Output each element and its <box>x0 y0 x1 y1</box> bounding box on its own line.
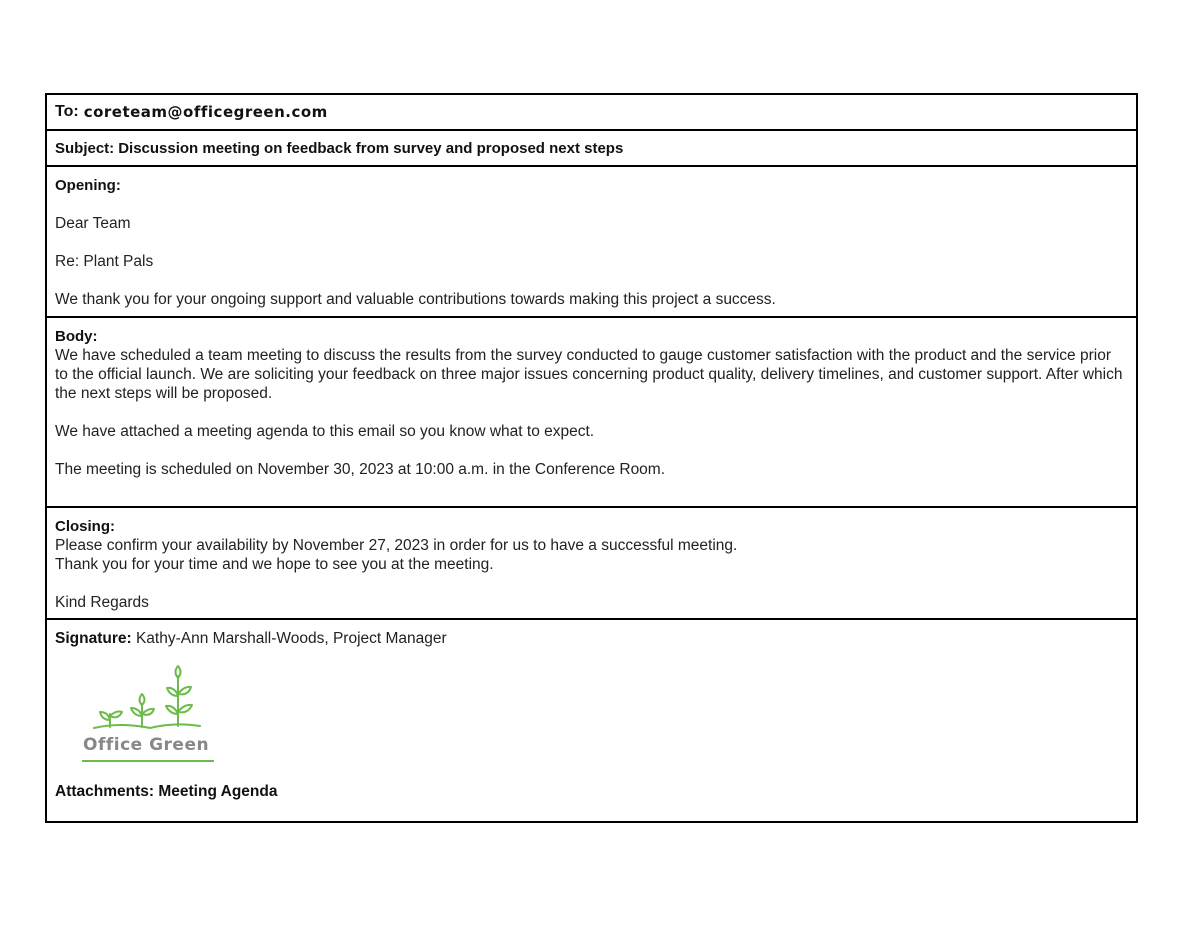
attachments-label: Attachments: <box>55 783 155 800</box>
sprouting-plants-icon <box>94 666 200 728</box>
opening-section <box>47 167 1136 318</box>
closing-label: Closing: <box>55 518 115 535</box>
closing-line: Please confirm your availability by November 27, 2023 in order for us to have a successful meeting. <box>55 537 738 554</box>
logo-text: Office Green <box>83 735 210 755</box>
body-paragraph: We have scheduled a team meeting to discuss the results from the survey conducted to gauge customer satisfaction with the product and the service prior to the official launch. We are soliciting your feedback on three major issues concerning product quality, delivery timelines, and customer support. After which the next steps will be proposed. <box>55 347 1123 402</box>
subject-label: Subject: <box>55 139 115 157</box>
sign-off: Kind Regards <box>55 594 149 611</box>
office-green-logo <box>80 664 220 766</box>
signature-label: Signature: <box>55 630 132 647</box>
closing-line: Thank you for your time and we hope to see you at the meeting. <box>55 556 494 573</box>
to-address[interactable]: coreteam@officegreen.com <box>83 103 328 121</box>
closing-section <box>47 508 1136 620</box>
signature-section <box>47 620 1136 821</box>
re-line: Re: Plant Pals <box>55 253 154 270</box>
to-label: To: <box>55 103 79 120</box>
attachments-line <box>55 783 278 801</box>
subject-text: Discussion meeting on feedback from survey and proposed next steps <box>118 139 624 157</box>
to-row <box>47 95 1136 131</box>
greeting: Dear Team <box>55 215 131 232</box>
email-template-table <box>45 93 1138 823</box>
body-paragraph: We have attached a meeting agenda to this email so you know what to expect. <box>55 423 595 440</box>
attachment-link[interactable]: Meeting Agenda <box>158 783 278 800</box>
subject-row <box>47 131 1136 167</box>
body-label: Body: <box>55 328 98 345</box>
signature-line <box>55 630 1128 648</box>
body-paragraph: The meeting is scheduled on November 30, 2023 at 10:00 a.m. in the Conference Room. <box>55 461 666 478</box>
thanks-line: We thank you for your ongoing support and valuable contributions towards making this project a success. <box>55 291 776 308</box>
opening-label: Opening: <box>55 177 121 194</box>
signature-name: Kathy-Ann Marshall-Woods, Project Manager <box>135 630 447 647</box>
body-section <box>47 318 1136 508</box>
